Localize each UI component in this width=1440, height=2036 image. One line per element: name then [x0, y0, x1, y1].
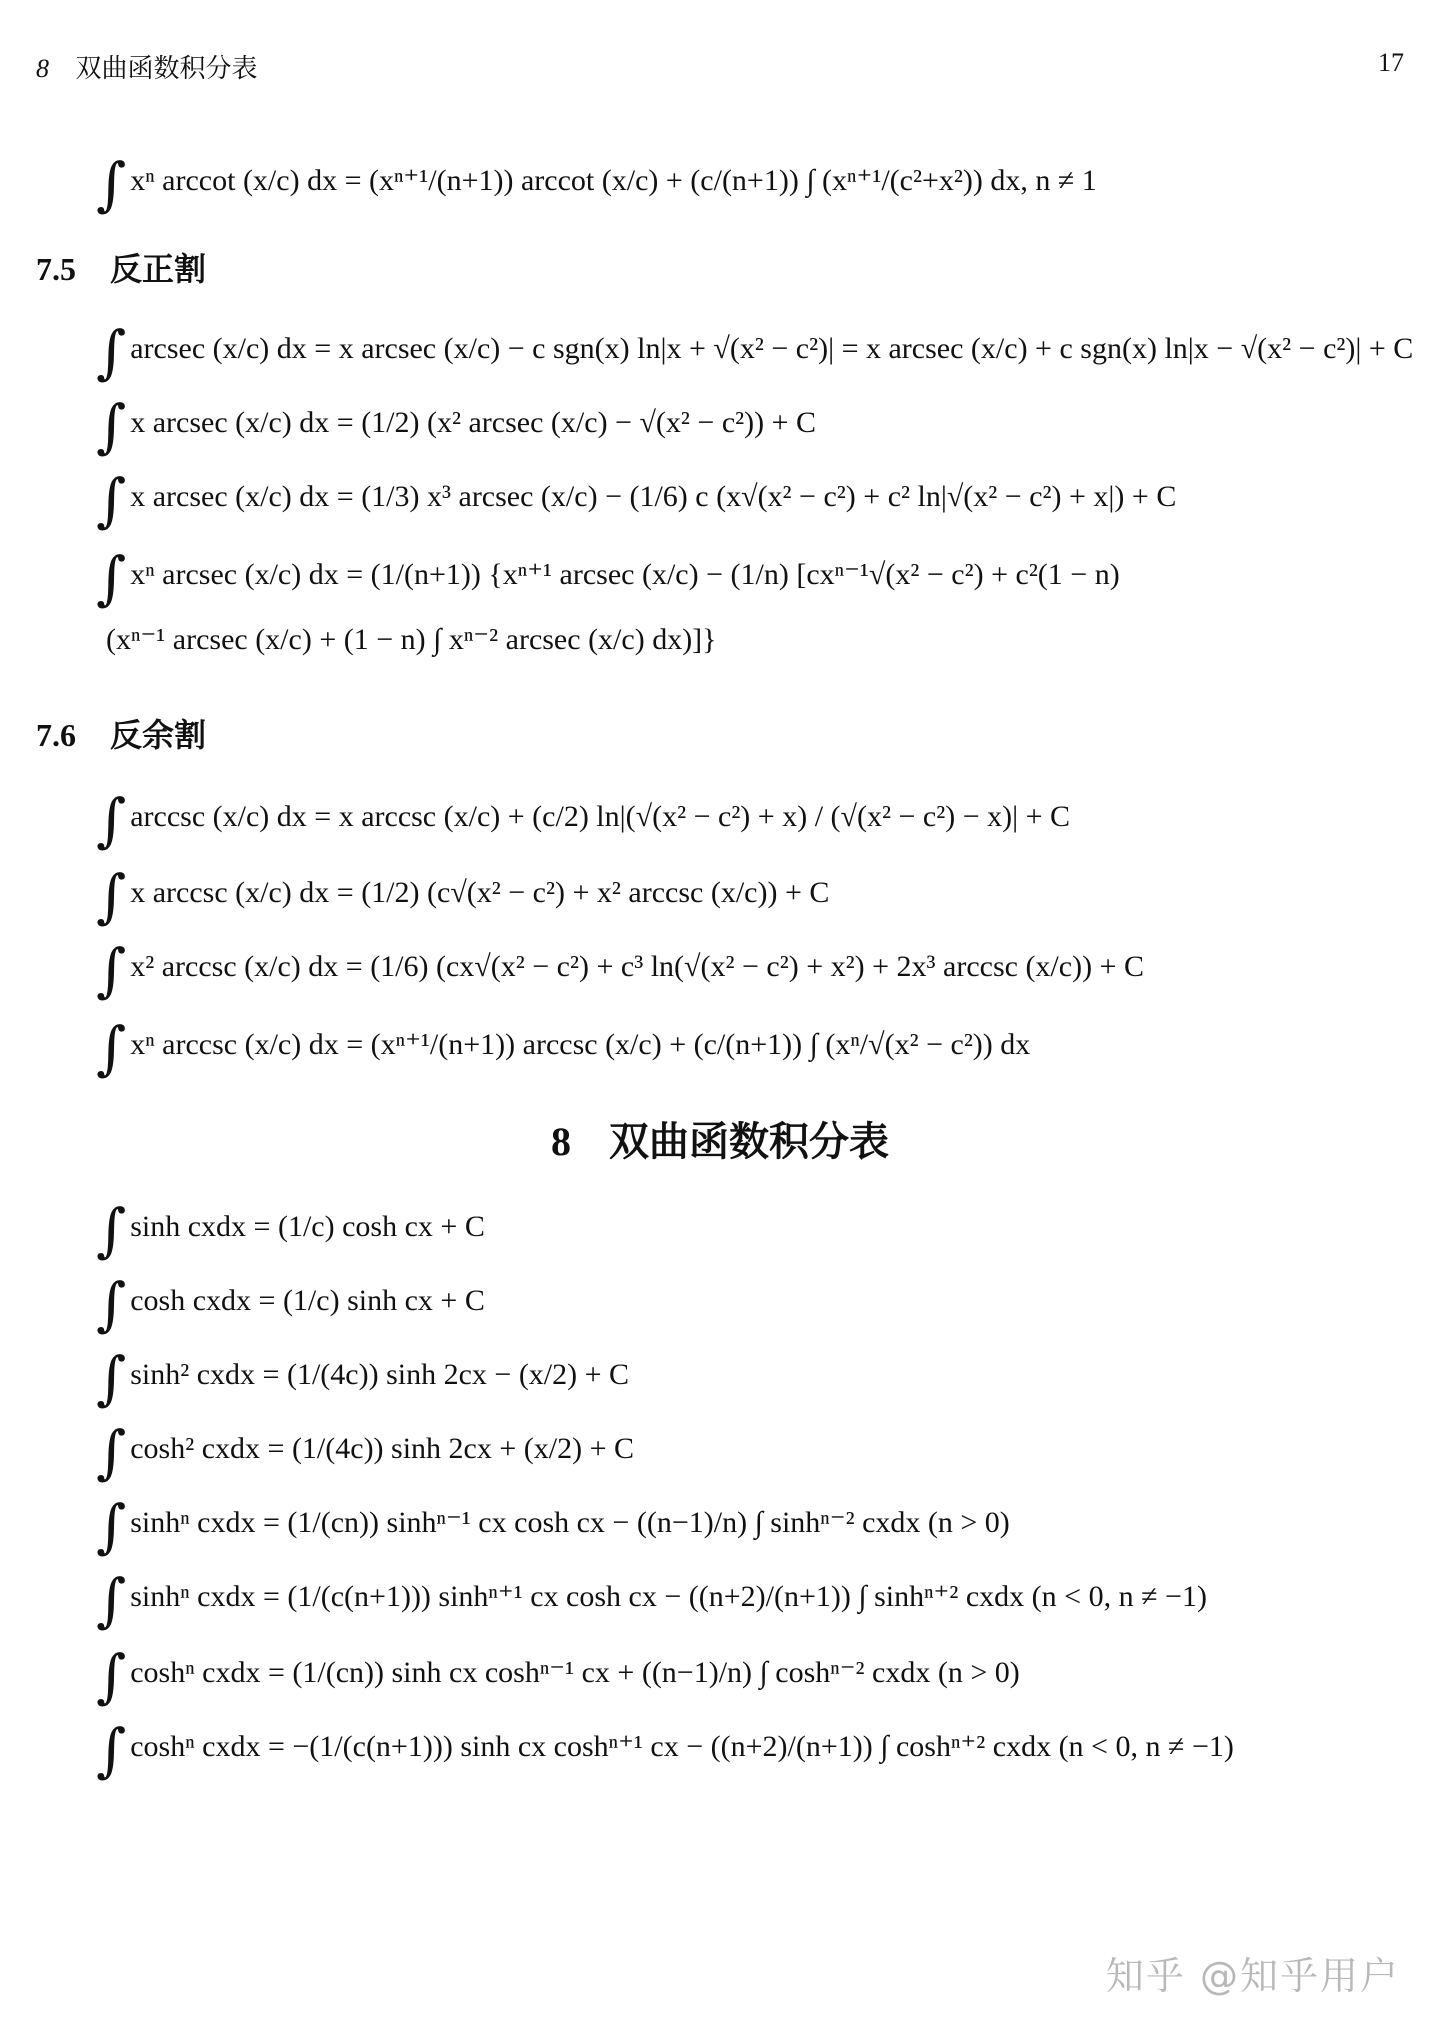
chapter-title: [0, 1110, 1440, 1167]
integral-sign: ∫: [96, 1492, 127, 1560]
section-number: 7.6: [36, 717, 76, 753]
integral-sign: ∫: [96, 544, 127, 612]
integral-sign: ∫: [96, 1014, 127, 1082]
integral-sign: ∫: [96, 1418, 127, 1486]
formula-7-5-4-continuation: (xⁿ⁻¹ arcsec (x/c) + (1 − n) ∫ xⁿ⁻² arcsec (x/c) dx)]}: [106, 623, 717, 656]
integral-sign: ∫: [96, 1642, 127, 1710]
integral-sign: ∫: [96, 1716, 127, 1784]
formula-8-8: ∫ coshⁿ cxdx = −(1/(c(n+1))) sinh cx coshⁿ⁺¹ cx − ((n+2)/(n+1)) ∫ coshⁿ⁺² cxdx (n < 0, n ≠ −1): [96, 1716, 1234, 1784]
running-head: [36, 48, 258, 85]
integral-sign: ∫: [96, 1566, 127, 1634]
formula-8-5: ∫ sinhⁿ cxdx = (1/(cn)) sinhⁿ⁻¹ cx cosh cx − ((n−1)/n) ∫ sinhⁿ⁻² cxdx (n > 0): [96, 1492, 1010, 1560]
formula-8-6: ∫ sinhⁿ cxdx = (1/(c(n+1))) sinhⁿ⁺¹ cx cosh cx − ((n+2)/(n+1)) ∫ sinhⁿ⁺² cxdx (n < 0, n ≠ −1): [96, 1566, 1207, 1634]
section-title: 反正割: [110, 251, 207, 287]
integral-sign: ∫: [96, 1344, 127, 1412]
formula-7-5-4: ∫ xⁿ arcsec (x/c) dx = (1/(n+1)) {xⁿ⁺¹ arcsec (x/c) − (1/n) [cxⁿ⁻¹√(x² − c²) + c²(1 − n): [96, 544, 1120, 612]
formula-8-4: ∫ cosh² cxdx = (1/(4c)) sinh 2cx + (x/2) + C: [96, 1418, 635, 1486]
formula-8-1: ∫ sinh cxdx = (1/c) cosh cx + C: [96, 1196, 485, 1264]
watermark: 知乎 @知乎用户: [1105, 1954, 1400, 1998]
formula-7-6-1: ∫ arccsc (x/c) dx = x arccsc (x/c) + (c/2) ln|(√(x² − c²) + x) / (√(x² − c²) − x)| + C: [96, 786, 1071, 854]
formula-7-6-3: ∫ x² arccsc (x/c) dx = (1/6) (cx√(x² − c²) + c³ ln(√(x² − c²) + x²) + 2x³ arccsc (x/c)) + C: [96, 936, 1144, 1004]
page-number: 17: [1378, 48, 1404, 77]
formula-7-5-2: ∫ x arcsec (x/c) dx = (1/2) (x² arcsec (x/c) − √(x² − c²)) + C: [96, 392, 817, 460]
integral-sign: ∫: [96, 1196, 127, 1264]
integral-sign: ∫: [96, 936, 127, 1004]
formula-7-5-3: ∫ x arcsec (x/c) dx = (1/3) x³ arcsec (x/c) − (1/6) c (x√(x² − c²) + c² ln|√(x² − c²) + x|) + C: [96, 466, 1177, 534]
formula-arccot-xn: ∫ xⁿ arccot (x/c) dx = (xⁿ⁺¹/(n+1)) arccot (x/c) + (c/(n+1)) ∫ (xⁿ⁺¹/(c²+x²)) dx, n ≠ 1: [96, 150, 1097, 218]
section-heading-7-6: [36, 710, 206, 756]
section-heading-7-5: [36, 244, 206, 290]
chapter-title-text: 双曲函数积分表: [609, 1119, 889, 1164]
integral-sign: ∫: [96, 1270, 127, 1338]
section-number: 7.5: [36, 251, 76, 287]
section-title: 反余割: [110, 717, 207, 753]
formula-8-3: ∫ sinh² cxdx = (1/(4c)) sinh 2cx − (x/2) + C: [96, 1344, 630, 1412]
running-head-chapter-title: 双曲函数积分表: [75, 54, 258, 83]
integral-sign: ∫: [96, 466, 127, 534]
integral-sign: ∫: [96, 786, 127, 854]
formula-7-6-4: ∫ xⁿ arccsc (x/c) dx = (xⁿ⁺¹/(n+1)) arccsc (x/c) + (c/(n+1)) ∫ (xⁿ/√(x² − c²)) dx: [96, 1014, 1031, 1082]
running-head-chapter-num: 8: [36, 54, 49, 83]
formula-7-5-1: ∫ arcsec (x/c) dx = x arcsec (x/c) − c sgn(x) ln|x + √(x² − c²)| = x arcsec (x/c) + c sgn(x) ln|x − √(x² − c²)| + C: [96, 318, 1414, 386]
integral-sign: ∫: [96, 150, 127, 218]
chapter-number: 8: [551, 1119, 571, 1164]
integral-sign: ∫: [96, 392, 127, 460]
formula-8-7: ∫ coshⁿ cxdx = (1/(cn)) sinh cx coshⁿ⁻¹ cx + ((n−1)/n) ∫ coshⁿ⁻² cxdx (n > 0): [96, 1642, 1020, 1710]
formula-7-6-2: ∫ x arccsc (x/c) dx = (1/2) (c√(x² − c²) + x² arccsc (x/c)) + C: [96, 862, 830, 930]
integral-sign: ∫: [96, 318, 127, 386]
integral-sign: ∫: [96, 862, 127, 930]
formula-8-2: ∫ cosh cxdx = (1/c) sinh cx + C: [96, 1270, 485, 1338]
